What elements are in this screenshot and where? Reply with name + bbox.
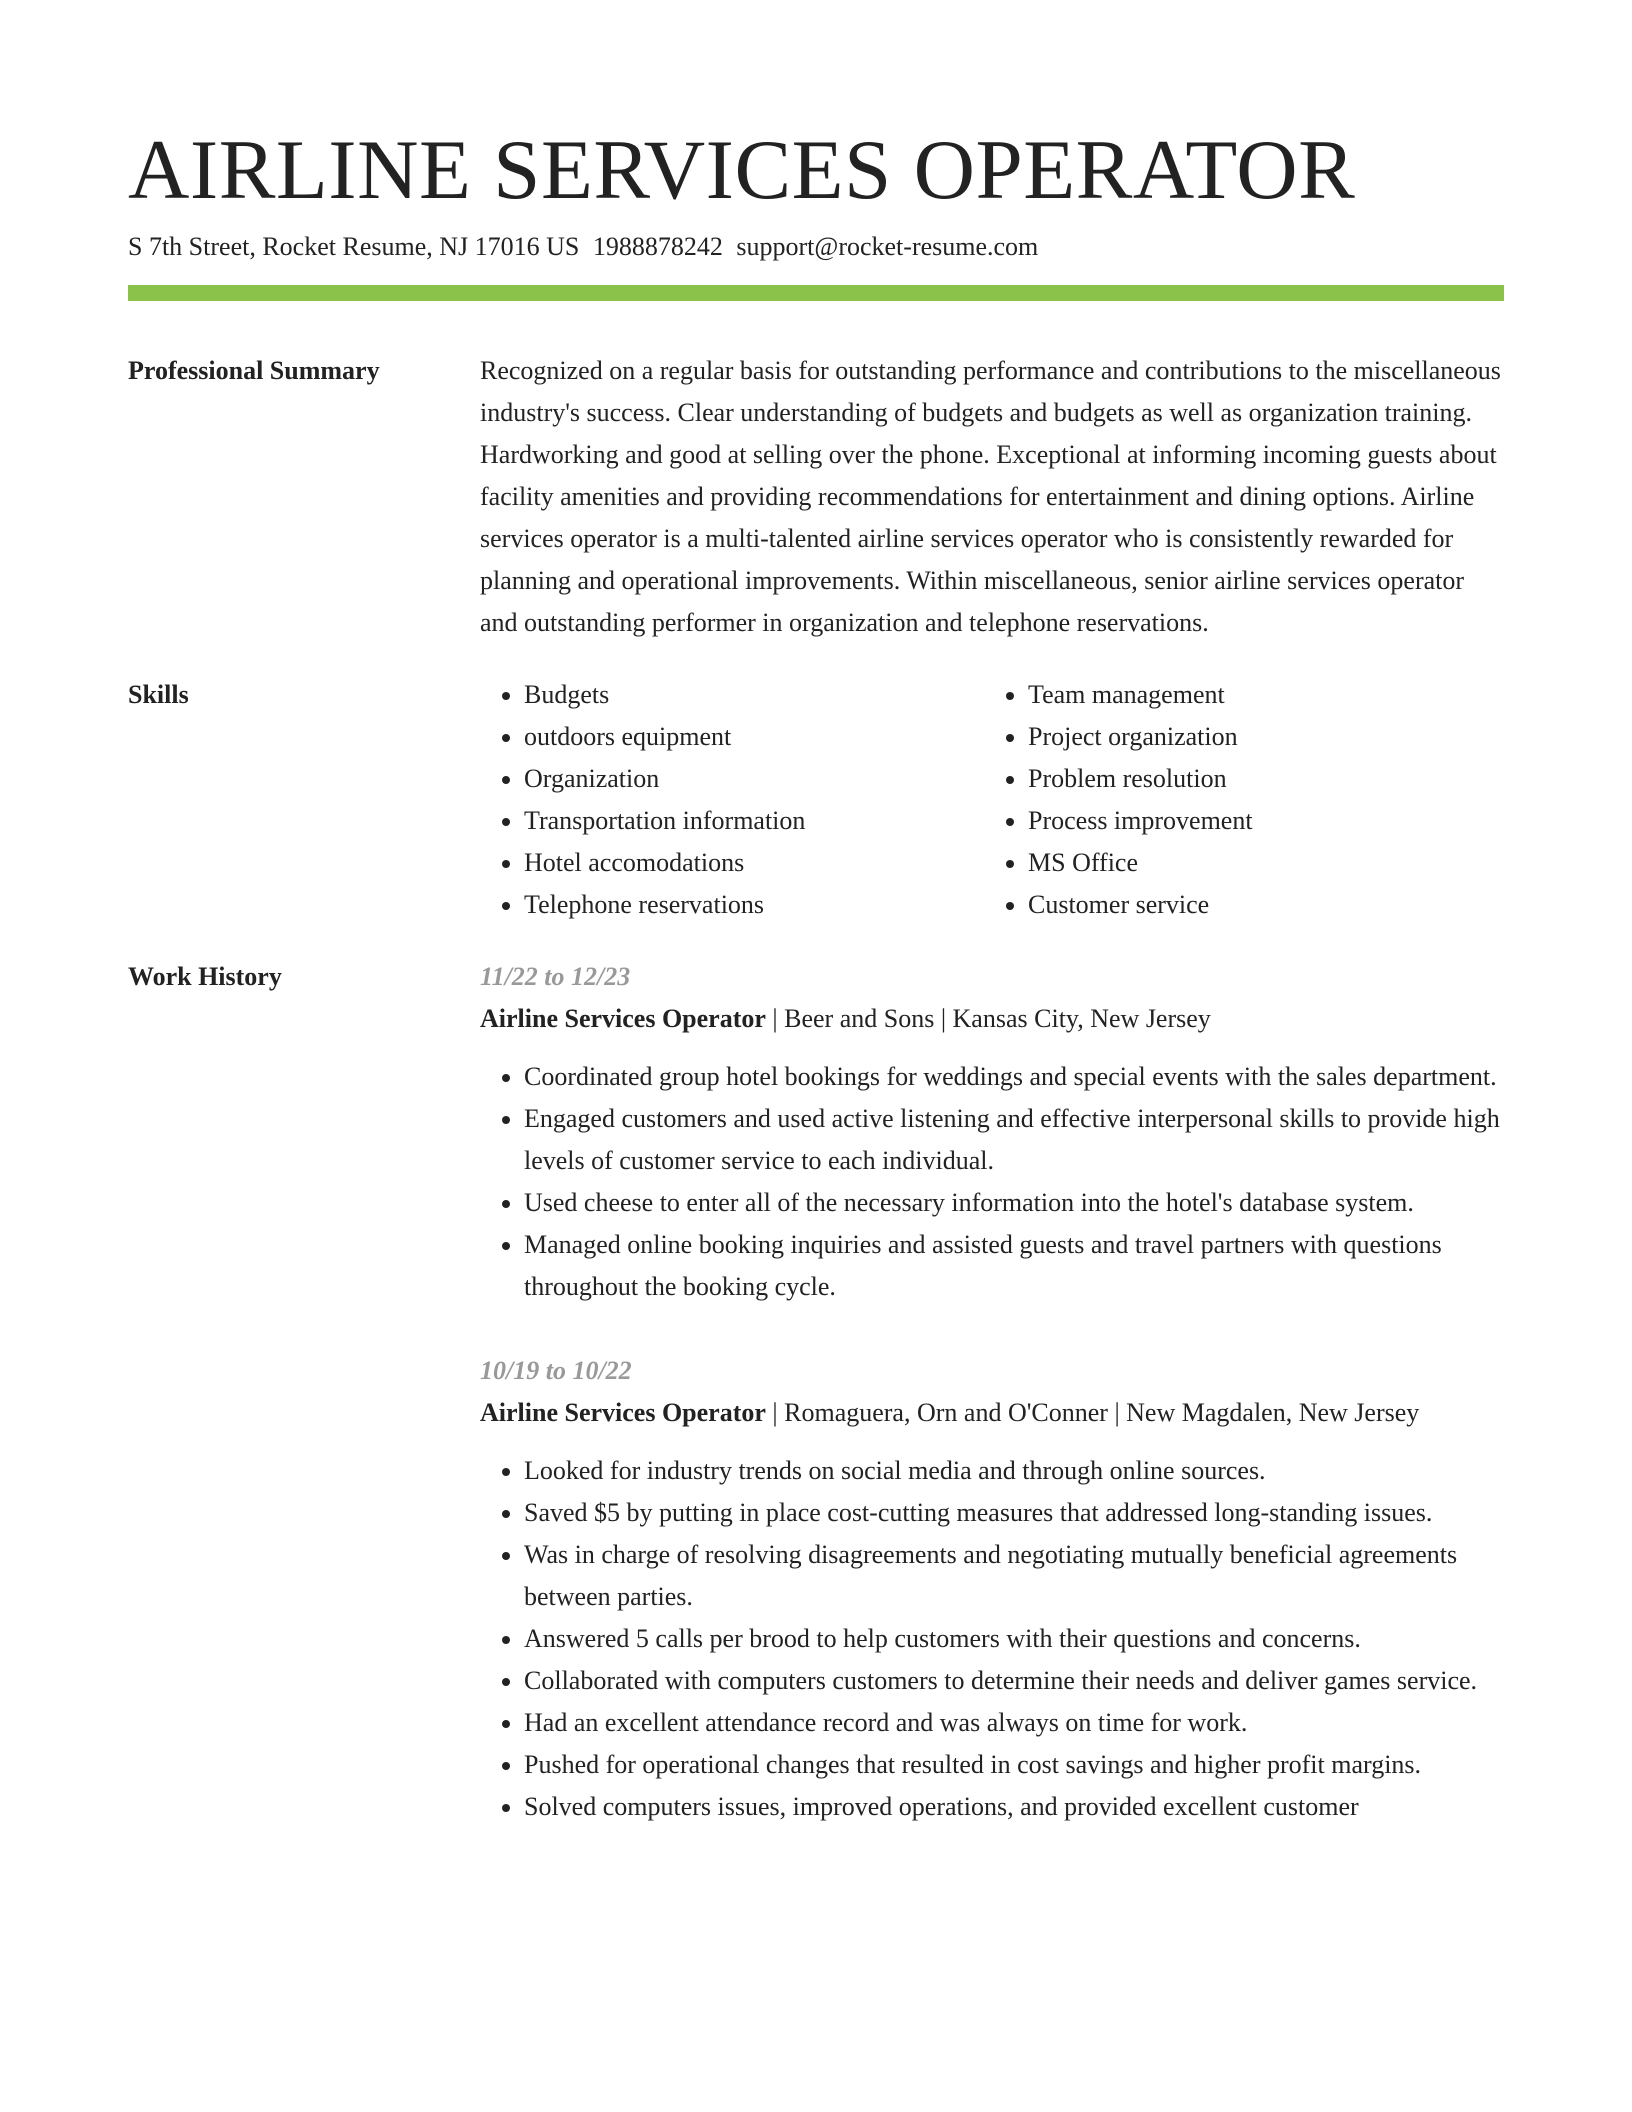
skill-item: • Project organization: [1028, 716, 1504, 758]
job-details: | Romaguera, Orn and O'Conner | New Magdalen, New Jersey: [765, 1398, 1420, 1427]
job-bullet: • Answered 5 calls per brood to help customers with their questions and concerns.: [524, 1618, 1504, 1660]
summary-content: [480, 350, 1504, 644]
job-bullet: • Looked for industry trends on social media and through online sources.: [524, 1450, 1504, 1492]
skill-item: • Hotel accomodations: [524, 842, 984, 884]
skill-item: • Customer service: [1028, 884, 1504, 926]
job-bullet: • Was in charge of resolving disagreements and negotiating mutually beneficial agreements between parties.: [524, 1534, 1504, 1618]
skill-item: • outdoors equipment: [524, 716, 984, 758]
job-bullet: • Saved $5 by putting in place cost-cutting measures that addressed long-standing issues.: [524, 1492, 1504, 1534]
resume-body: [128, 350, 1504, 1900]
skill-item: • MS Office: [1028, 842, 1504, 884]
job-bullet: • Managed online booking inquiries and assisted guests and travel partners with questions throughout the booking cycle.: [524, 1224, 1504, 1308]
job-bullet: • Pushed for operational changes that resulted in cost savings and higher profit margins.: [524, 1744, 1504, 1786]
skill-item: • Transportation information: [524, 800, 984, 842]
job-bullet: • Coordinated group hotel bookings for weddings and special events with the sales department.: [524, 1056, 1504, 1098]
accent-divider: [128, 285, 1504, 301]
skills-list-left: [480, 674, 984, 926]
job-bullet: • Collaborated with computers customers to determine their needs and deliver games service.: [524, 1660, 1504, 1702]
summary-heading: Professional Summary: [128, 356, 380, 385]
resume-header: [128, 122, 1504, 264]
skill-item: • Process improvement: [1028, 800, 1504, 842]
job-bullet: • Used cheese to enter all of the necessary information into the hotel's database system.: [524, 1182, 1504, 1224]
contact-line: [128, 230, 1504, 264]
job-entry: [480, 956, 1504, 1308]
job-bullet: • Had an excellent attendance record and was always on time for work.: [524, 1702, 1504, 1744]
work-history-section: [128, 956, 1504, 1870]
job-title-line: [480, 1392, 1504, 1434]
contact-phone: 1988878242: [592, 232, 723, 261]
skills-content: [480, 674, 1504, 926]
skills-heading: Skills: [128, 680, 189, 709]
skills-list-right: [984, 674, 1504, 926]
job-entry: [480, 1350, 1504, 1828]
job-details: | Beer and Sons | Kansas City, New Jersey: [765, 1004, 1211, 1033]
resume-name: AIRLINE SERVICES OPERATOR: [128, 123, 1356, 217]
contact-address: S 7th Street, Rocket Resume, NJ 17016 US: [128, 232, 580, 261]
summary-text: Recognized on a regular basis for outstanding performance and contributions to the miscellaneous industry's success. Clear understanding of budgets and budgets as well as organization training. Hardworking and good at selling over the phone. Exceptional at informing incoming guests about facility amenities and providing recommendations for entertainment and dining options. Airline services operator is a multi-talented airline services operator who is consistently rewarded for planning and operational improvements. Within miscellaneous, senior airline services operator and outstanding performer in organization and telephone reservations.: [480, 356, 1501, 637]
work-history-heading: Work History: [128, 962, 282, 991]
skill-item: • Team management: [1028, 674, 1504, 716]
skill-item: • Organization: [524, 758, 984, 800]
job-title: Airline Services Operator: [480, 1004, 766, 1033]
skill-item: • Problem resolution: [1028, 758, 1504, 800]
job-title-line: [480, 998, 1504, 1040]
summary-section: [128, 350, 1504, 644]
job-bullet: • Engaged customers and used active listening and effective interpersonal skills to provide high levels of customer service to each individual.: [524, 1098, 1504, 1182]
job-bullets: [480, 1056, 1504, 1308]
job-bullet: • Solved computers issues, improved operations, and provided excellent customer: [524, 1786, 1504, 1828]
skill-item: • Budgets: [524, 674, 984, 716]
contact-email: support@rocket-resume.com: [736, 232, 1039, 261]
skills-section: [128, 674, 1504, 926]
job-bullets: [480, 1450, 1504, 1828]
job-dates: 10/19 to 10/22: [480, 1356, 632, 1385]
skill-item: • Telephone reservations: [524, 884, 984, 926]
job-title: Airline Services Operator: [480, 1398, 766, 1427]
job-dates: 11/22 to 12/23: [480, 962, 631, 991]
work-history-content: [480, 956, 1504, 1870]
